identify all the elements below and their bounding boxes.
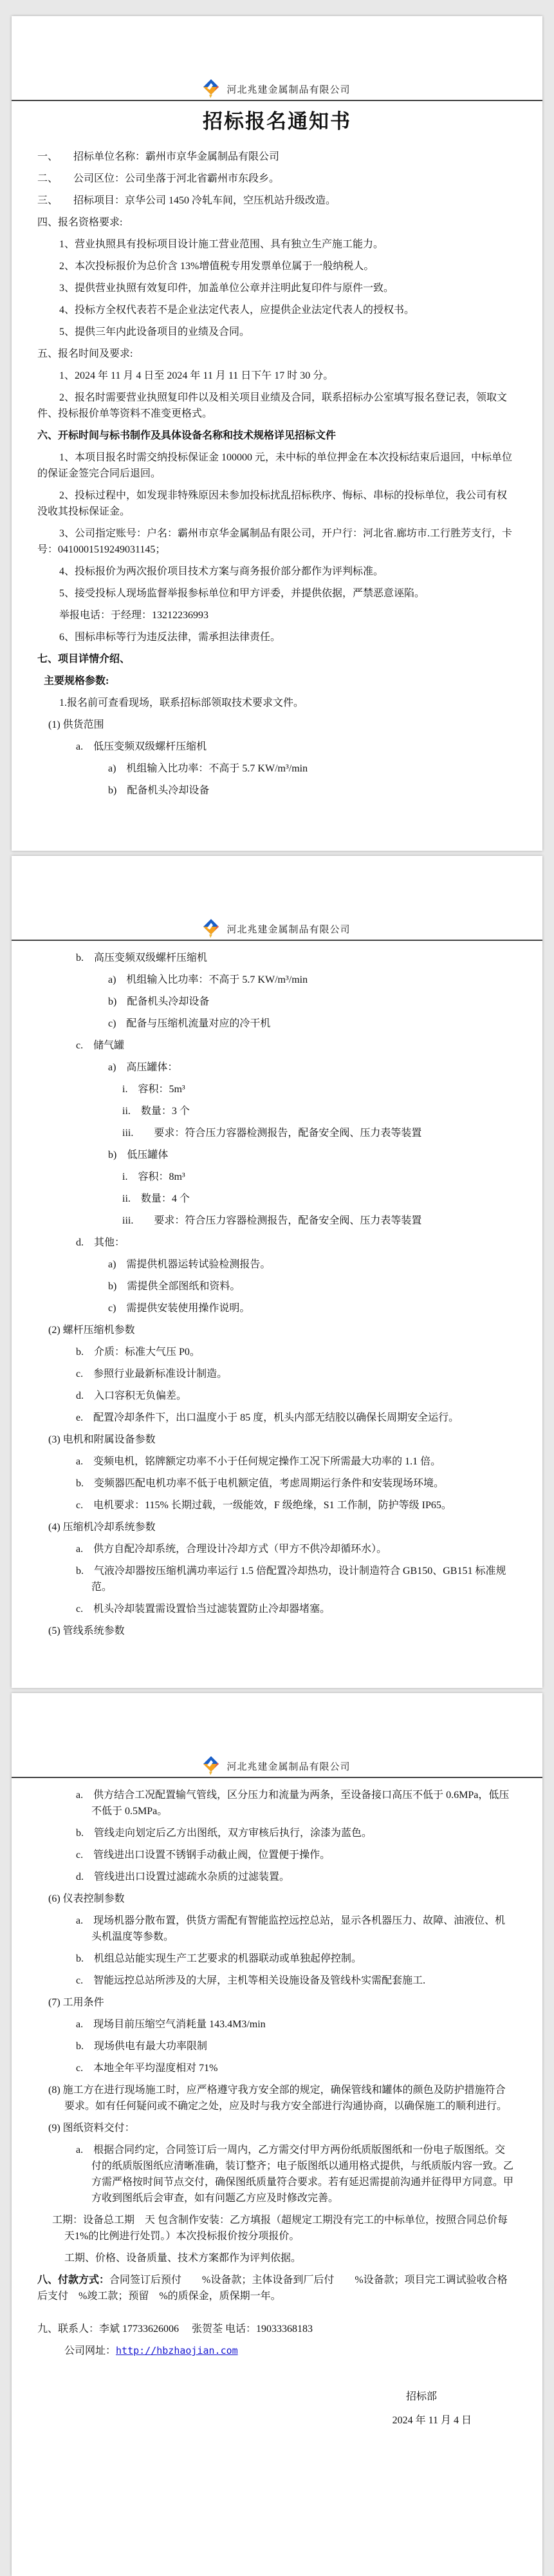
doc-line: 4、投标报价为两次报价项目技术方案与商务报价部分都作为评判标准。: [59, 566, 384, 577]
doc-line: d. 管线进出口设置过滤疏水杂质的过滤装置。: [76, 1871, 290, 1882]
doc-line: a. 低压变频双级螺杆压缩机: [76, 741, 207, 752]
header-company-name: 河北兆建金属制品有限公司: [226, 1761, 351, 1772]
doc-line: (2) 螺杆压缩机参数: [48, 1325, 135, 1336]
doc-line: b. 现场供电有最大功率限制: [76, 2041, 208, 2052]
doc-line: (8) 施工方在进行现场施工时，应严格遵守我方安全部的规定，确保管线和罐体的颜色及防护措施符合要求。如有任何疑问或不确定之处，应及时与我方安全部进行沟通协商，以确保施工的顺利进行。: [48, 2085, 508, 2112]
header-row: [12, 1757, 542, 1774]
doc-line: 主要规格参数:: [44, 676, 109, 687]
page-3: [12, 1693, 542, 2576]
doc-line: 1、2024 年 11 月 4 日至 2024 年 11 月 11 日下午 17 时 30 分。: [59, 370, 334, 381]
doc-line: 1、营业执照具有投标项目设计施工营业范围、具有独立生产施工能力。: [59, 239, 384, 250]
page-header: [12, 1693, 542, 1778]
doc-line: (7) 工用条件: [48, 1997, 104, 2008]
doc-line: c. 机头冷却装置需设置恰当过滤装置防止冷却器堵塞。: [76, 1604, 331, 1615]
doc-line: i. 容积：5m³: [122, 1084, 185, 1095]
doc-line: c. 参照行业最新标准设计制造。: [76, 1368, 228, 1379]
document-title: 招标报名通知书: [203, 110, 351, 133]
doc-line: (1) 供货范围: [48, 719, 104, 730]
doc-line: c. 储气罐: [76, 1040, 125, 1051]
doc-line: (6) 仪表控制参数: [48, 1893, 125, 1904]
doc-line: 6、围标串标等行为违反法律，需承担法律责任。: [59, 632, 281, 643]
doc-line: a. 供方结合工况配置输气管线，区分压力和流量为两条，至设备接口高压不低于 0.6MPa，低压不低于 0.5MPa。: [76, 1790, 510, 1817]
doc-line: 五、报名时间及要求:: [37, 348, 133, 359]
doc-line: b. 机组总站能实现生产工艺要求的机器联动或单独起停控制。: [76, 1953, 362, 1964]
doc-line: (4) 压缩机冷却系统参数: [48, 1522, 156, 1533]
header-company-name: 河北兆建金属制品有限公司: [226, 924, 351, 935]
doc-line: 三、 招标项目：京华公司 1450 冷轧车间，空压机站升级改造。: [37, 195, 337, 206]
company-logo-icon: [203, 1756, 219, 1776]
doc-line: 1.报名前可查看现场，联系招标部领取技术要求文件。: [59, 697, 304, 708]
page-3-body: [12, 1778, 542, 2359]
doc-line: 举报电话：于经理：13212236993: [59, 610, 209, 621]
doc-line: 3、公司指定账号：户名：霸州市京华金属制品有限公司，开户行：河北省.廊坊市.工行胜芳支行，卡号：0410001519249031145；: [37, 528, 513, 555]
doc-line: b) 配备机头冷却设备: [108, 996, 210, 1007]
doc-line: c) 配备与压缩机流量对应的冷干机: [108, 1018, 271, 1029]
doc-line: 四、报名资格要求:: [37, 217, 123, 228]
doc-line: a. 现场目前压缩空气消耗量 143.4M3/min: [76, 2019, 266, 2030]
doc-line: c. 智能远控总站所涉及的大屏，主机等相关设施设备及管线朴实需配套施工.: [76, 1975, 426, 1986]
company-website-link[interactable]: http://hbzhaojian.com: [116, 2345, 238, 2356]
doc-line: a) 需提供机器运转试验检测报告。: [108, 1259, 271, 1270]
doc-line: i. 容积：8m³: [122, 1171, 185, 1182]
page-2: [12, 856, 542, 1688]
doc-line: c. 本地全年平均湿度相对 71%: [76, 2063, 218, 2074]
doc-line: iii. 要求：符合压力容器检测报告，配备安全阀、压力表等装置: [122, 1215, 422, 1226]
doc-line: e. 配置冷却条件下，出口温度小于 85 度，机头内部无结胶以确保长周期安全运行。: [76, 1412, 459, 1423]
doc-line: 工期、价格、设备质量、技术方案都作为评判依据。: [64, 2253, 302, 2264]
doc-line: 七、项目详情介绍、: [37, 654, 131, 665]
doc-line: c. 管线进出口设置不锈钢手动截止阀，位置便于操作。: [76, 1850, 331, 1861]
doc-line: d. 其他：: [76, 1237, 125, 1248]
doc-line: a) 机组输入比功率：不高于 5.7 KW/m³/min: [108, 763, 308, 774]
doc-line: b. 变频器匹配电机功率不低于电机额定值，考虑周期运行条件和安装现场环境。: [76, 1478, 445, 1489]
signature-date: 2024 年 11 月 4 日: [392, 2415, 472, 2426]
doc-line: 1、本项目报名时需交纳投标保证金 100000 元，未中标的单位押金在本次投标结束后退回，中标单位的保证金签完合同后退回。: [37, 452, 513, 479]
doc-line: 二、 公司区位：公司坐落于河北省霸州市东段乡。: [37, 173, 280, 184]
header-row: [12, 80, 542, 97]
doc-line: 2、投标过程中，如发现非特殊原因未参加投标扰乱招标秩序、悔标、串标的投标单位，我公司有权没收其投标保证金。: [37, 490, 508, 517]
doc-line: b. 气液冷却器按压缩机满功率运行 1.5 倍配置冷却热功，设计制造符合 GB150、GB151 标准规范。: [76, 1566, 506, 1593]
doc-line: b. 介质：标准大气压 P0。: [76, 1347, 200, 1358]
doc-line: (3) 电机和附属设备参数: [48, 1434, 156, 1445]
doc-line: b. 管线走向划定后乙方出图纸，双方审核后执行，涂漆为蓝色。: [76, 1828, 373, 1839]
company-logo-icon: [203, 919, 219, 938]
doc-line: d. 入口容积无负偏差。: [76, 1390, 187, 1401]
doc-line: a) 高压罐体：: [108, 1062, 178, 1073]
doc-line: 九、联系人：李斌 17733626006 张贺荃 电话：19033368183: [37, 2324, 313, 2334]
doc-line: 4、投标方全权代表若不是企业法定代表人，应提供企业法定代表人的授权书。: [59, 305, 415, 316]
page-1-body: [12, 149, 542, 799]
doc-line: a. 供方自配冷却系统，合理设计冷却方式（甲方不供冷却循环水）。: [76, 1544, 387, 1555]
signature-department: 招标部: [405, 2391, 437, 2402]
doc-line: ii. 数量：3 个: [122, 1106, 190, 1117]
doc-line: 六、开标时间与标书制作及具体设备名称和技术规格详见招标文件: [37, 430, 337, 441]
page-2-body: [12, 941, 542, 1639]
doc-line: 5、提供三年内此设备项目的业绩及合同。: [59, 327, 250, 337]
doc-line: ii. 数量：4 个: [122, 1193, 190, 1204]
doc-line: 工期：设备总工期 天 包含制作安装：乙方填报（超规定工期没有完工的中标单位，按照合同总价每天1%的比例进行处罚。）本次投标报价按分项报价。: [52, 2215, 508, 2242]
doc-line: a) 机组输入比功率：不高于 5.7 KW/m³/min: [108, 974, 308, 985]
doc-line: 2、本次投标报价为总价含 13%增值税专用发票单位属于一般纳税人。: [59, 261, 374, 272]
doc-line: 一、 招标单位名称：霸州市京华金属制品有限公司: [37, 151, 280, 162]
page-header: [12, 16, 542, 101]
company-logo-icon: [203, 79, 219, 99]
doc-line: a. 根据合同约定，合同签订后一周内，乙方需交付甲方两份纸质版图纸和一份电子版图纸。交付的纸质版图纸应清晰准确，装订整齐；电子版图纸以通用格式提供，与纸质版内容一致。乙方需严格按时间节点交付，确保图纸质量符合要求。若有延迟需提前沟通并征得甲方同意。甲方收到图纸后会审查，如有问题乙方应及时修改完善。: [76, 2145, 514, 2204]
doc-line: 八、付款方式：合同签订后预付 %设备款；主体设备到厂后付 %设备款；项目完工调试验收合格后支付 %竣工款；预留 %的质保金，质保期一年。: [37, 2275, 508, 2302]
doc-line: c) 需提供安装使用操作说明。: [108, 1303, 250, 1314]
doc-line: a. 现场机器分散布置，供货方需配有智能监控远控总站，显示各机器压力、故障、油液位、机头机温度等参数。: [76, 1915, 506, 1942]
header-row: [12, 920, 542, 937]
doc-line: iii. 要求：符合压力容器检测报告，配备安全阀、压力表等装置: [122, 1128, 422, 1139]
header-rule: [12, 100, 542, 101]
doc-line: (9) 图纸资料交付：: [48, 2123, 135, 2134]
doc-line: a. 变频电机，铭牌额定功率不小于任何规定操作工况下所需最大功率的 1.1 倍。: [76, 1456, 441, 1467]
doc-line: 3、提供营业执照有效复印件，加盖单位公章并注明此复印件与原件一致。: [59, 283, 394, 294]
header-company-name: 河北兆建金属制品有限公司: [226, 84, 351, 95]
page-header: [12, 856, 542, 941]
doc-line: c. 电机要求：115% 长期过载，一级能效，F 级绝缘，S1 工作制，防护等级 IP65。: [76, 1500, 452, 1511]
doc-line: 2、报名时需要营业执照复印件以及相关项目业绩及合同，联系招标办公室填写报名登记表，领取文件、投标报价单等资料不准变更格式。: [37, 392, 508, 419]
doc-line: 5、接受投标人现场监督举报参标单位和甲方评委，并提供依据，严禁恶意诬陷。: [59, 588, 425, 599]
doc-line: (5) 管线系统参数: [48, 1625, 125, 1636]
doc-line: b) 配备机头冷却设备: [108, 785, 210, 796]
page-1: [12, 16, 542, 851]
doc-line: b. 高压变频双级螺杆压缩机: [76, 952, 208, 963]
doc-line: 公司网址：http://hbzhaojian.com: [64, 2345, 238, 2356]
signature-block: [12, 2389, 542, 2429]
doc-line: b) 低压罐体: [108, 1150, 169, 1160]
doc-line: b) 需提供全部图纸和资料。: [108, 1281, 241, 1292]
doc-line-label: 八、付款方式：: [37, 2275, 110, 2286]
